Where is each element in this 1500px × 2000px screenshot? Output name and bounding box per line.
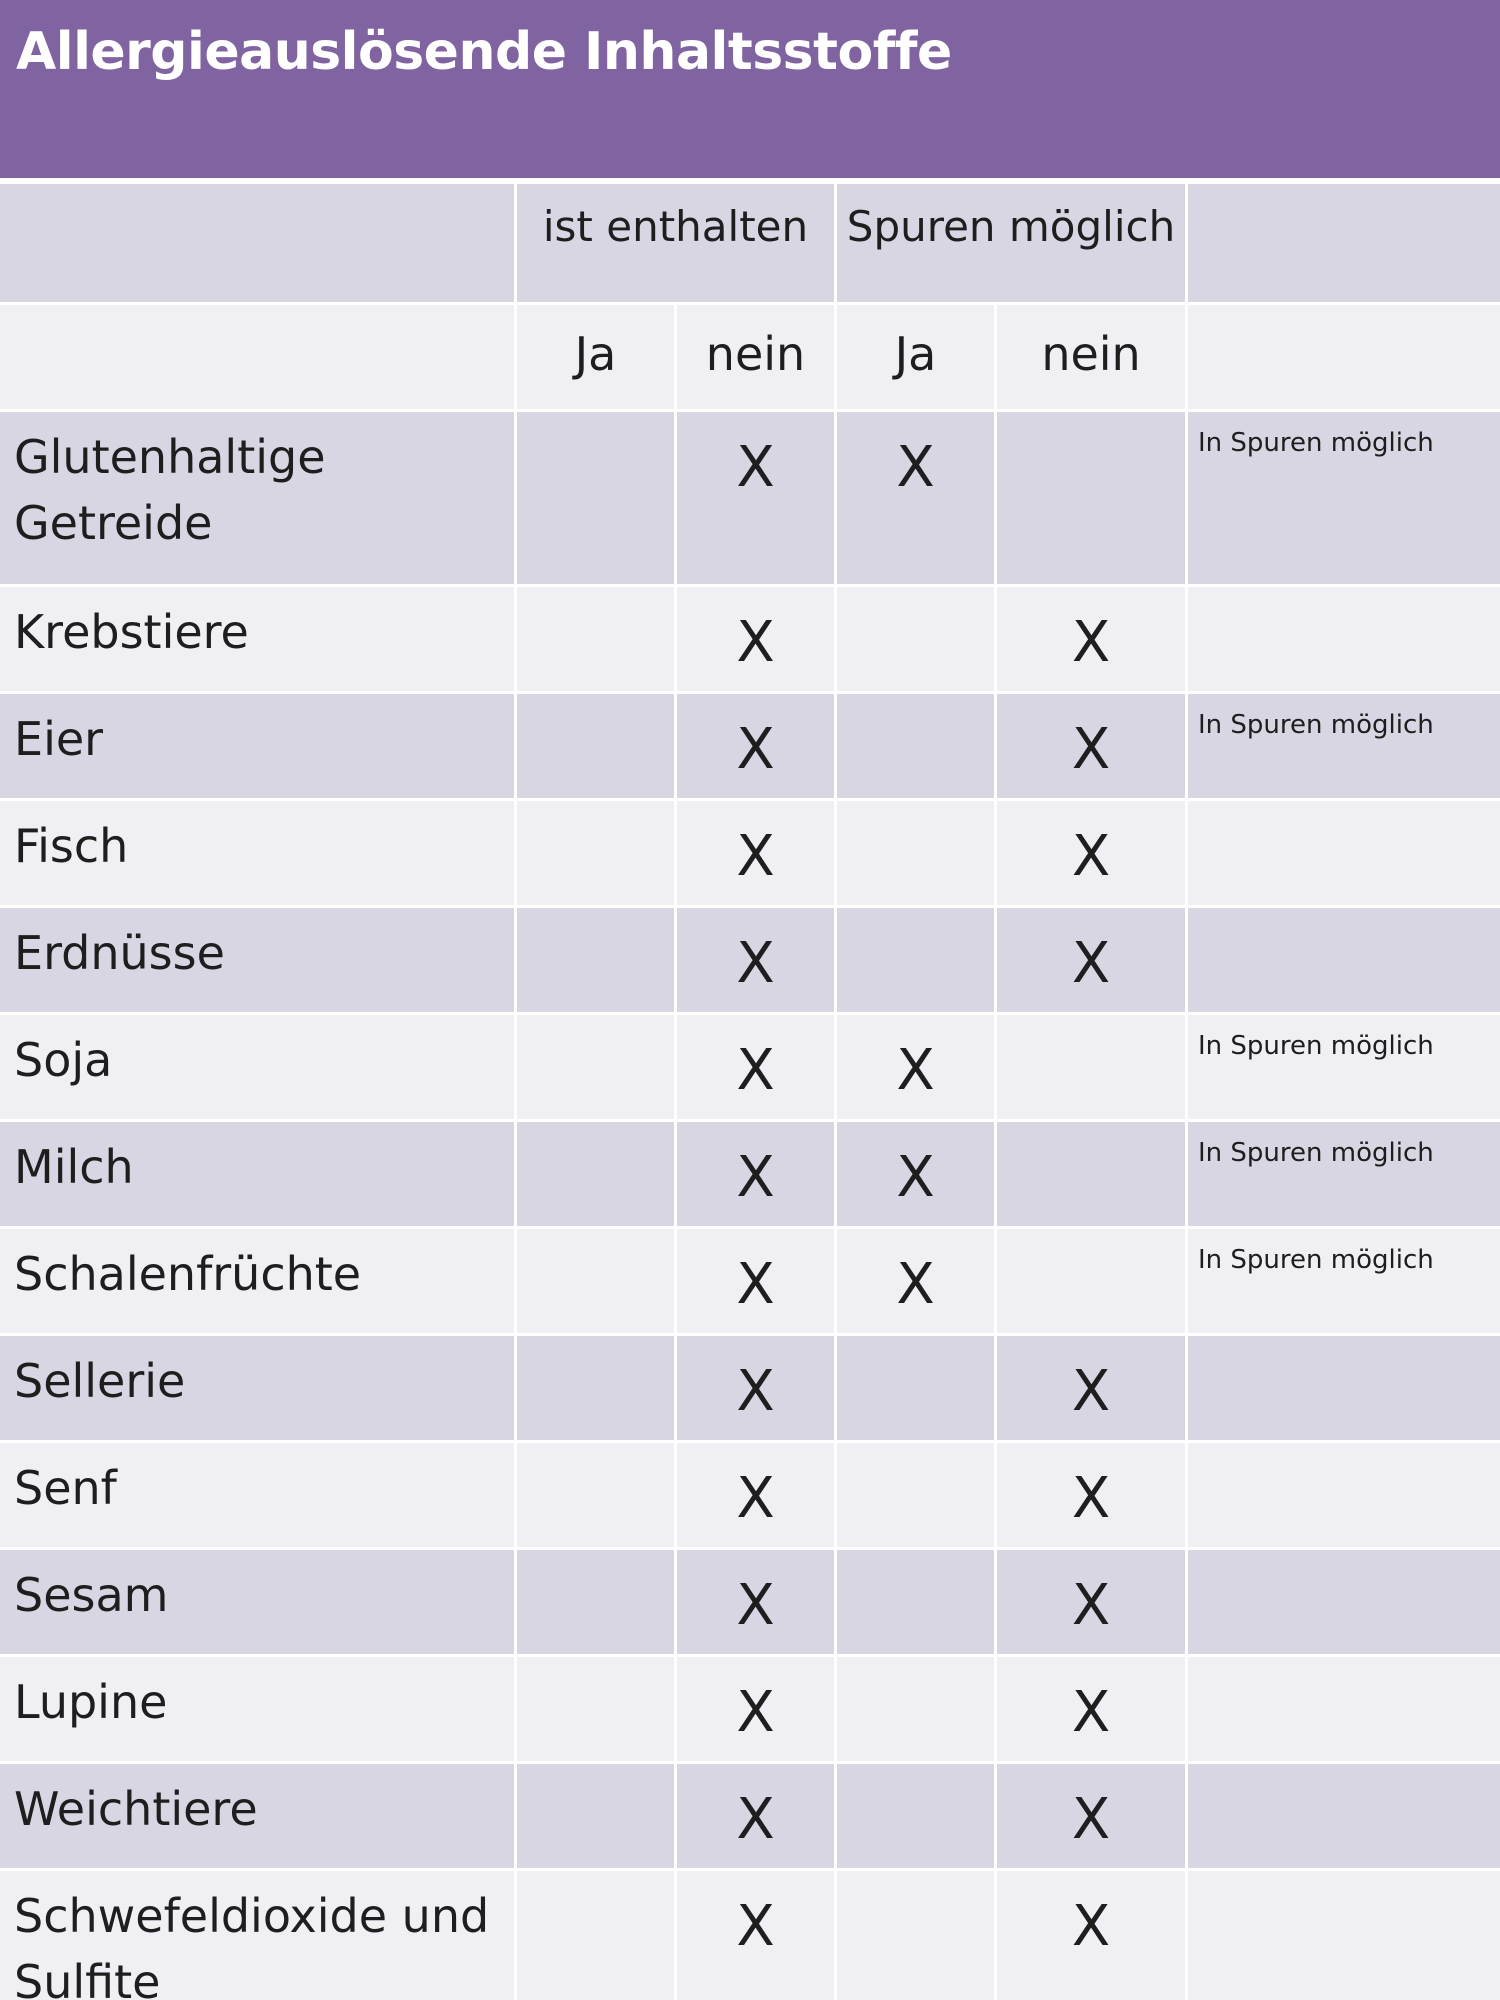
subheader-note-cell: [1188, 305, 1500, 409]
allergen-name: Schwefeldioxide und Sulfite: [14, 1889, 490, 2000]
trace-note: In Spuren möglich: [1198, 428, 1434, 458]
note-cell: [1188, 908, 1500, 1012]
check-mark: X: [736, 1038, 775, 1103]
contains-yes-cell: [517, 1443, 674, 1547]
check-mark: X: [736, 1894, 775, 1959]
traces-yes-cell: [837, 1336, 994, 1440]
note-cell: [1188, 587, 1500, 691]
allergen-name-cell: [0, 1550, 514, 1654]
allergen-name-cell: [0, 1764, 514, 1868]
allergen-name-cell: [0, 1871, 514, 2000]
allergen-name: Weichtiere: [14, 1782, 258, 1836]
contains-no-cell: [677, 1336, 834, 1440]
check-mark: X: [1071, 1466, 1111, 1531]
allergen-name: Senf: [14, 1461, 117, 1515]
table-row: [0, 694, 1500, 798]
allergen-name-cell: [0, 587, 514, 691]
traces-yes-cell: [837, 908, 994, 1012]
check-mark: X: [736, 1252, 775, 1317]
contains-yes-cell: [517, 1015, 674, 1119]
allergen-name: Eier: [14, 712, 104, 766]
contains-yes-cell: [517, 694, 674, 798]
allergen-name-cell: [0, 1443, 514, 1547]
traces-yes-cell: [837, 694, 994, 798]
traces-no-cell: [997, 694, 1185, 798]
allergen-name: Milch: [14, 1140, 134, 1194]
contains-no-cell: [677, 908, 834, 1012]
table-row: [0, 1122, 1500, 1226]
allergen-name: Fisch: [14, 819, 129, 873]
subheader-label: nein: [705, 327, 806, 381]
subheader-traces-no: [997, 305, 1185, 409]
traces-no-cell: [997, 1015, 1185, 1119]
allergen-name-cell: [0, 1657, 514, 1761]
header-group-traces: [837, 184, 1185, 302]
note-cell: [1188, 1336, 1500, 1440]
traces-yes-cell: [837, 1015, 994, 1119]
contains-no-cell: [677, 1122, 834, 1226]
traces-yes-cell: [837, 1550, 994, 1654]
traces-no-cell: [997, 908, 1185, 1012]
check-mark: X: [736, 824, 775, 889]
contains-yes-cell: [517, 587, 674, 691]
subheader-traces-yes: [837, 305, 994, 409]
header-note-cell: [1188, 184, 1500, 302]
table-row: [0, 1764, 1500, 1868]
contains-no-cell: [677, 1443, 834, 1547]
header-row-groups: [0, 184, 1500, 302]
table-row: [0, 1336, 1500, 1440]
contains-no-cell: [677, 412, 834, 584]
allergen-name-cell: [0, 1122, 514, 1226]
traces-no-cell: [997, 1443, 1185, 1547]
allergen-name-cell: [0, 694, 514, 798]
contains-no-cell: [677, 1229, 834, 1333]
check-mark: X: [1071, 1573, 1111, 1638]
contains-no-cell: [677, 1871, 834, 2000]
table-row: [0, 1229, 1500, 1333]
subheader-contains-no: [677, 305, 834, 409]
table-row: [0, 1443, 1500, 1547]
check-mark: X: [736, 1359, 775, 1424]
check-mark: X: [896, 1038, 935, 1103]
contains-yes-cell: [517, 1871, 674, 2000]
page-title: Allergieauslösende Inhaltsstoffe: [16, 22, 952, 82]
allergen-name: Krebstiere: [14, 605, 249, 659]
check-mark: X: [736, 610, 775, 675]
contains-yes-cell: [517, 1122, 674, 1226]
check-mark: X: [736, 1787, 775, 1852]
contains-no-cell: [677, 1015, 834, 1119]
note-cell: [1188, 1015, 1500, 1119]
check-mark: X: [1071, 1359, 1111, 1424]
traces-no-cell: [997, 1871, 1185, 2000]
contains-no-cell: [677, 694, 834, 798]
note-cell: [1188, 1443, 1500, 1547]
allergen-name: Erdnüsse: [14, 926, 225, 980]
table-row: [0, 1550, 1500, 1654]
subheader-label: Ja: [574, 327, 617, 381]
check-mark: X: [896, 435, 935, 500]
note-cell: [1188, 1550, 1500, 1654]
check-mark: X: [736, 931, 775, 996]
allergen-name: Glutenhaltige Getreide: [14, 430, 326, 550]
check-mark: X: [1071, 717, 1111, 782]
contains-no-cell: [677, 1764, 834, 1868]
check-mark: X: [1071, 931, 1111, 996]
traces-yes-cell: [837, 1764, 994, 1868]
table-row: [0, 1871, 1500, 2000]
traces-no-cell: [997, 1764, 1185, 1868]
check-mark: X: [896, 1252, 935, 1317]
contains-yes-cell: [517, 1550, 674, 1654]
allergen-name: Lupine: [14, 1675, 168, 1729]
allergen-name-cell: [0, 801, 514, 905]
check-mark: X: [1071, 610, 1111, 675]
table-row: [0, 908, 1500, 1012]
table-row: [0, 801, 1500, 905]
check-mark: X: [1071, 1787, 1111, 1852]
allergen-name: Schalenfrüchte: [14, 1247, 362, 1301]
check-mark: X: [1071, 1894, 1111, 1959]
allergen-table: [0, 184, 1500, 2000]
subheader-label: Ja: [894, 327, 937, 381]
traces-no-cell: [997, 1336, 1185, 1440]
table-row: [0, 1657, 1500, 1761]
allergen-table-container: [0, 184, 1500, 2000]
traces-yes-cell: [837, 412, 994, 584]
traces-yes-cell: [837, 1443, 994, 1547]
check-mark: X: [896, 1145, 935, 1210]
traces-no-cell: [997, 1657, 1185, 1761]
allergen-name: Sesam: [14, 1568, 169, 1622]
note-cell: [1188, 412, 1500, 584]
check-mark: X: [736, 1573, 775, 1638]
check-mark: X: [736, 1680, 775, 1745]
header-corner-cell: [0, 184, 514, 302]
traces-no-cell: [997, 1122, 1185, 1226]
note-cell: [1188, 1229, 1500, 1333]
check-mark: X: [736, 1145, 775, 1210]
traces-no-cell: [997, 412, 1185, 584]
header-group-contains-label: ist enthalten: [542, 202, 809, 251]
contains-yes-cell: [517, 1229, 674, 1333]
contains-yes-cell: [517, 412, 674, 584]
trace-note: In Spuren möglich: [1198, 1138, 1434, 1168]
subheader-label: nein: [1041, 327, 1141, 381]
traces-yes-cell: [837, 1871, 994, 2000]
note-cell: [1188, 1657, 1500, 1761]
allergen-name-cell: [0, 412, 514, 584]
traces-yes-cell: [837, 587, 994, 691]
contains-no-cell: [677, 587, 834, 691]
traces-yes-cell: [837, 1229, 994, 1333]
allergen-name-cell: [0, 908, 514, 1012]
check-mark: X: [736, 435, 775, 500]
allergen-name-cell: [0, 1229, 514, 1333]
allergen-name-cell: [0, 1015, 514, 1119]
contains-no-cell: [677, 1657, 834, 1761]
traces-no-cell: [997, 1550, 1185, 1654]
subheader-contains-yes: [517, 305, 674, 409]
title-bar: [0, 0, 1500, 178]
note-cell: [1188, 1871, 1500, 2000]
check-mark: X: [1071, 1680, 1111, 1745]
trace-note: In Spuren möglich: [1198, 1031, 1434, 1061]
contains-no-cell: [677, 1550, 834, 1654]
note-cell: [1188, 694, 1500, 798]
traces-no-cell: [997, 587, 1185, 691]
traces-no-cell: [997, 1229, 1185, 1333]
trace-note: In Spuren möglich: [1198, 710, 1434, 740]
header-empty-cell: [0, 305, 514, 409]
allergen-name: Soja: [14, 1033, 113, 1087]
note-cell: [1188, 1122, 1500, 1226]
header-group-contains: [517, 184, 834, 302]
traces-yes-cell: [837, 801, 994, 905]
traces-yes-cell: [837, 1657, 994, 1761]
contains-yes-cell: [517, 1336, 674, 1440]
table-row: [0, 412, 1500, 584]
note-cell: [1188, 1764, 1500, 1868]
contains-yes-cell: [517, 1657, 674, 1761]
check-mark: X: [736, 717, 775, 782]
allergen-name: Sellerie: [14, 1354, 186, 1408]
traces-no-cell: [997, 801, 1185, 905]
contains-yes-cell: [517, 908, 674, 1012]
table-row: [0, 587, 1500, 691]
allergen-name-cell: [0, 1336, 514, 1440]
header-row-subcolumns: [0, 305, 1500, 409]
traces-yes-cell: [837, 1122, 994, 1226]
table-row: [0, 1015, 1500, 1119]
check-mark: X: [736, 1466, 775, 1531]
check-mark: X: [1071, 824, 1111, 889]
trace-note: In Spuren möglich: [1198, 1245, 1434, 1275]
contains-no-cell: [677, 801, 834, 905]
header-group-traces-label: Spuren möglich: [846, 202, 1176, 251]
note-cell: [1188, 801, 1500, 905]
contains-yes-cell: [517, 1764, 674, 1868]
contains-yes-cell: [517, 801, 674, 905]
